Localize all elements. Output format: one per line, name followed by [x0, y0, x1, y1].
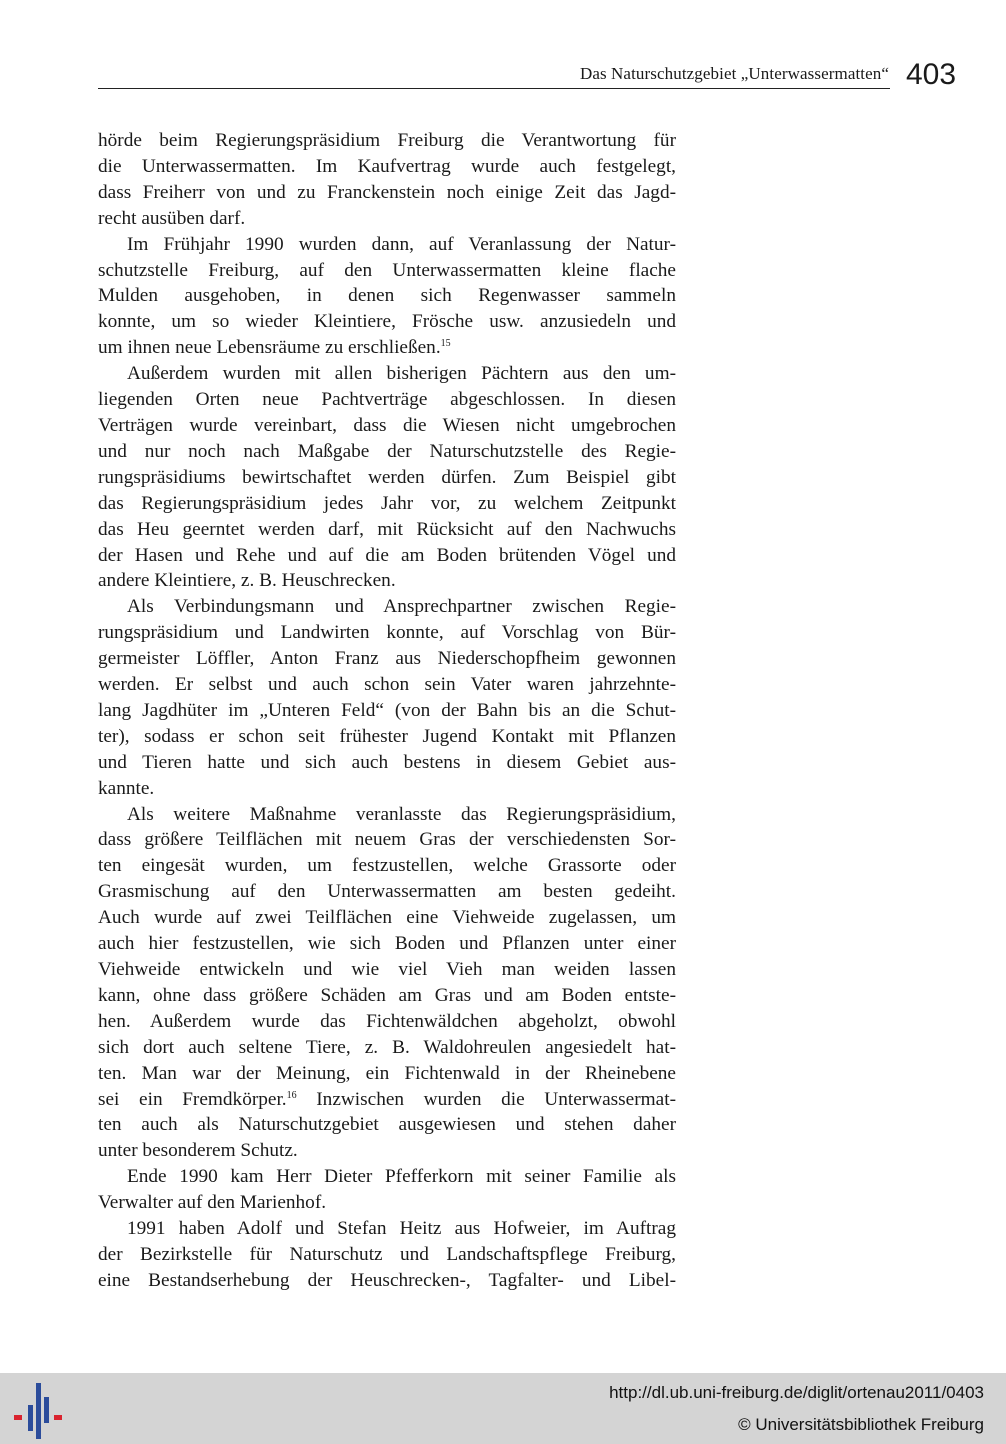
text-line — [98, 439, 676, 465]
university-library-logo-icon — [14, 1383, 64, 1439]
text-line-content: dass Freiherr von und zu Franckenstein noch einige Zeit das Jagd- — [98, 181, 676, 203]
text-line-content: schutzstelle Freiburg, auf den Unterwassermatten kleine flache — [98, 259, 676, 281]
text-line — [98, 258, 676, 284]
text-line — [98, 750, 676, 776]
text-line-content: kannte. — [98, 777, 155, 799]
text-line-content: liegenden Orten neue Pachtverträge abgeschlossen. In diesen — [98, 389, 676, 411]
text-line — [98, 1190, 676, 1216]
text-line-content: 1991 haben Adolf und Stefan Heitz aus Hofweier, im Auftrag — [127, 1218, 676, 1240]
text-line-content: Viehweide entwickeln und wie viel Vieh man weiden lassen — [98, 959, 676, 980]
text-line — [98, 905, 676, 931]
text-line-content: kann, ohne dass größere Schäden am Gras und am Boden entste- — [98, 984, 676, 1006]
text-line-content: das Regierungspräsidium jedes Jahr vor, zu welchem Zeitpunkt — [98, 492, 676, 514]
text-line — [98, 206, 676, 232]
copyright-notice: © Universitätsbibliothek Freiburg — [738, 1415, 984, 1434]
footnote-reference: 15 — [440, 338, 451, 350]
text-line — [98, 1009, 676, 1035]
text-line-content: hörde beim Regierungspräsidium Freiburg die Verantwortung für — [98, 130, 676, 151]
body-text — [98, 128, 676, 1294]
text-line-content: ten auch als Naturschutzgebiet ausgewiesen und stehen daher — [98, 1114, 676, 1136]
text-line — [98, 128, 676, 154]
text-line — [98, 543, 676, 569]
footer-bar — [0, 1373, 1006, 1444]
text-line-content: recht ausüben darf. — [98, 207, 246, 229]
text-line — [98, 724, 676, 750]
text-line-content: Grasmischung auf den Unterwassermatten am besten gedeiht. — [98, 881, 676, 903]
running-header-title: Das Naturschutzgebiet „Unterwassermatten“ — [579, 64, 889, 83]
text-line-content: lang Jagdhüter im „Unteren Feld“ (von der Bahn bis an die Schut- — [98, 699, 676, 721]
text-line-content: Ende 1990 kam Herr Dieter Pfefferkorn mit seiner Familie als — [127, 1166, 676, 1188]
text-line — [98, 1216, 676, 1242]
text-line — [98, 1061, 676, 1087]
text-line — [98, 853, 676, 879]
text-line-content: Als Verbindungsmann und Ansprechpartner zwischen Regie- — [127, 596, 676, 618]
text-line — [98, 1087, 676, 1113]
text-line — [98, 646, 676, 672]
text-line — [98, 1138, 676, 1164]
text-line — [98, 491, 676, 517]
text-line-content: sei ein Fremdkörper. — [98, 1088, 287, 1110]
text-line-content: Auch wurde auf zwei Teilflächen eine Viehweide zugelassen, um — [98, 907, 676, 929]
header-rule — [98, 88, 890, 89]
text-line-content: Als weitere Maßnahme veranlasste das Regierungspräsidium, — [127, 803, 676, 825]
text-line — [98, 180, 676, 206]
source-url-link[interactable]: http://dl.ub.uni-freiburg.de/diglit/ortenau2011/0403 — [609, 1383, 984, 1402]
text-line-content: der Hasen und Rehe und auf die am Boden brütenden Vögel und — [98, 544, 676, 566]
text-line — [98, 1112, 676, 1138]
text-line — [98, 672, 676, 698]
text-line-content: rungspräsidium und Landwirten konnte, auf Vorschlag von Bür- — [98, 622, 676, 644]
text-line — [98, 879, 676, 905]
text-line — [98, 1268, 676, 1294]
text-line-content: das Heu geerntet werden darf, mit Rücksicht auf den Nachwuchs — [98, 518, 676, 540]
text-line — [98, 335, 676, 361]
text-line — [98, 517, 676, 543]
text-line-content: Außerdem wurden mit allen bisherigen Pächtern aus den um- — [127, 363, 676, 385]
text-line — [98, 827, 676, 853]
text-line-content: um ihnen neue Lebensräume zu erschließen. — [98, 337, 441, 359]
text-line-content: germeister Löffler, Anton Franz aus Niederschopfheim gewonnen — [98, 648, 676, 670]
text-line-content: die Unterwassermatten. Im Kaufvertrag wurde auch festgelegt, — [98, 155, 676, 177]
text-line — [98, 1242, 676, 1268]
text-line — [98, 983, 676, 1009]
text-line — [98, 698, 676, 724]
text-line-content: andere Kleintiere, z. B. Heuschrecken. — [98, 570, 396, 592]
text-line-content: sich dort auch seltene Tiere, z. B. Waldohreulen angesiedelt hat- — [98, 1036, 676, 1058]
text-line-continuation: Inzwischen wurden die Unterwassermat- — [296, 1088, 676, 1110]
text-line — [98, 957, 676, 983]
text-line — [98, 1164, 676, 1190]
text-line-content: hen. Außerdem wurde das Fichtenwäldchen abgeholzt, obwohl — [98, 1010, 676, 1032]
text-line — [98, 594, 676, 620]
text-line-content: werden. Er selbst und auch schon sein Vater waren jahrzehnte- — [98, 674, 676, 696]
text-line — [98, 568, 676, 594]
text-line — [98, 620, 676, 646]
text-line-content: auch hier festzustellen, wie sich Boden und Pflanzen unter einer — [98, 933, 676, 955]
text-line-content: Verwalter auf den Marienhof. — [98, 1192, 327, 1214]
text-line-content: und nur noch nach Maßgabe der Naturschutzstelle des Regie- — [98, 440, 676, 462]
text-line-content: unter besonderem Schutz. — [98, 1140, 298, 1162]
text-line — [98, 361, 676, 387]
text-line-content: Im Frühjahr 1990 wurden dann, auf Veranlassung der Natur- — [127, 233, 676, 255]
text-line — [98, 232, 676, 258]
text-line-content: eine Bestandserhebung der Heuschrecken-, Tagfalter- und Libel- — [98, 1269, 676, 1291]
text-line-content: konnte, um so wieder Kleintiere, Frösche usw. anzusiedeln und — [98, 311, 676, 333]
text-line-content: Mulden ausgehoben, in denen sich Regenwasser sammeln — [98, 285, 676, 307]
text-line — [98, 387, 676, 413]
text-line-content: ter), sodass er schon seit frühester Jugend Kontakt mit Pflanzen — [98, 725, 676, 747]
text-line-content: der Bezirkstelle für Naturschutz und Landschaftspflege Freiburg, — [98, 1243, 676, 1265]
text-line — [98, 931, 676, 957]
text-line-content: ten. Man war der Meinung, ein Fichtenwald in der Rheinebene — [98, 1062, 676, 1084]
text-line — [98, 1035, 676, 1061]
footnote-reference: 16 — [286, 1089, 297, 1101]
text-line-content: und Tieren hatte und sich auch bestens in diesem Gebiet aus- — [98, 751, 676, 773]
text-line — [98, 154, 676, 180]
text-line-content: dass größere Teilflächen mit neuem Gras der verschiedensten Sor- — [98, 829, 676, 851]
text-line — [98, 283, 676, 309]
text-line-content: rungspräsidiums bewirtschaftet werden dürfen. Zum Beispiel gibt — [98, 466, 676, 488]
text-line — [98, 802, 676, 828]
text-line — [98, 465, 676, 491]
text-line-content: Verträgen wurde vereinbart, dass die Wiesen nicht umgebrochen — [98, 414, 676, 436]
text-line — [98, 309, 676, 335]
text-line — [98, 413, 676, 439]
text-line — [98, 776, 676, 802]
page-number: 403 — [906, 58, 957, 91]
text-line-content: ten eingesät wurden, um festzustellen, welche Grassorte oder — [98, 855, 676, 877]
